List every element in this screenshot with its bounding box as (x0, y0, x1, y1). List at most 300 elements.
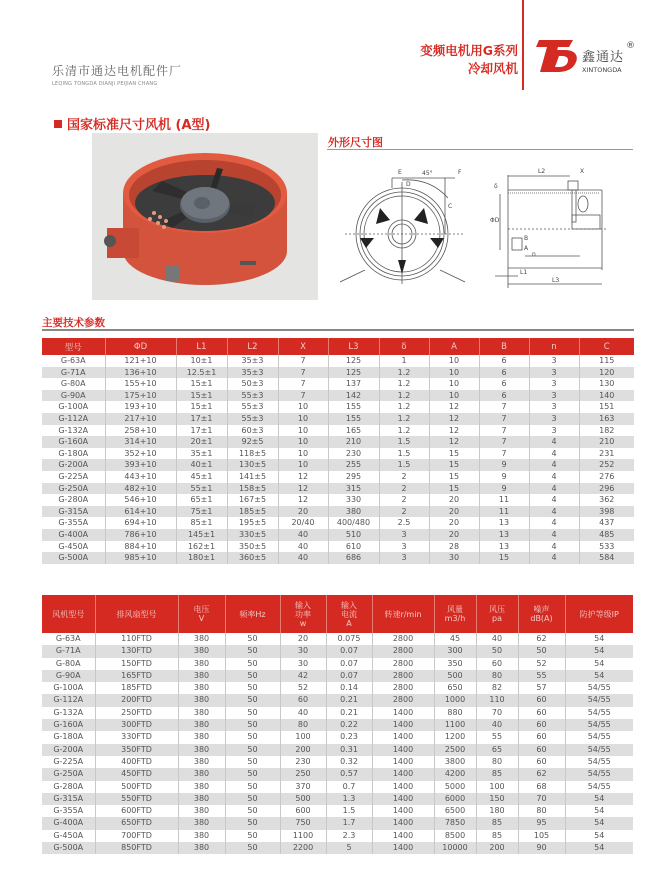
table-cell: 165FTD (95, 670, 178, 682)
table-cell: 182 (599, 425, 615, 435)
table-cell: G-63A (42, 633, 95, 645)
table-cell: 380 (178, 645, 225, 657)
table-cell: 314+10 (105, 436, 176, 448)
table-cell: 28 (429, 541, 479, 553)
table-cell: 1 (379, 355, 429, 367)
table-cell: 12.5±1 (176, 367, 227, 379)
column-header-line: 风量 (447, 605, 463, 614)
table-cell: 2800 (372, 670, 434, 682)
table-cell: 20 (429, 529, 479, 541)
table-cell: 35±3 (227, 355, 278, 367)
table-cell: 443+10 (105, 471, 176, 483)
table-cell: 55 (518, 670, 565, 682)
table-cell: 0.07 (326, 645, 372, 657)
table-cell: 533 (599, 541, 615, 551)
label-e-top: E (398, 169, 402, 176)
table-cell: 2 (379, 506, 429, 518)
table-cell: 482+10 (105, 483, 176, 495)
table-cell: 0.14 (326, 682, 372, 694)
table-cell: 1400 (372, 768, 434, 780)
table-cell: G-80A (42, 658, 95, 670)
table-cell: 2500 (434, 744, 476, 756)
table-cell: G-112A (42, 413, 105, 425)
table-cell: 2800 (372, 694, 434, 706)
params-title: 主要技术参数 (42, 317, 105, 329)
table-cell: 12 (429, 436, 479, 448)
table-cell: 7 (278, 367, 328, 379)
table-cell: 210 (579, 436, 634, 448)
table-cell: G-225A (42, 756, 95, 768)
table-row (42, 658, 633, 670)
table-cell: 50 (225, 781, 280, 793)
table-cell: 2 (379, 494, 429, 506)
table-row (42, 541, 634, 553)
table-cell: 15±1 (176, 390, 227, 402)
table-cell: 130FTD (95, 645, 178, 657)
column-header: B (479, 338, 529, 355)
table-cell: G-250A (42, 768, 95, 780)
table-cell: 54/55 (587, 732, 611, 742)
table-cell: 4 (529, 552, 579, 564)
table-cell: 54/55 (587, 756, 611, 766)
table-cell: 276 (599, 471, 615, 481)
column-header-line: 噪声 (533, 605, 550, 614)
table-cell: 54/55 (565, 768, 633, 780)
params-title-rule (42, 329, 634, 331)
table-cell: 258+10 (105, 425, 176, 437)
table-cell: 60 (518, 719, 565, 731)
table-cell: 3 (529, 413, 579, 425)
table-cell: 12 (429, 413, 479, 425)
table-cell: G-80A (42, 378, 105, 390)
table-cell: 20 (280, 633, 326, 645)
table-cell: 136+10 (105, 367, 176, 379)
table-cell: 380 (178, 830, 225, 842)
table-cell: G-71A (42, 645, 95, 657)
table-cell: G-500A (42, 842, 95, 854)
column-header-line: 功率 (295, 609, 311, 619)
table-cell: 45±1 (176, 471, 227, 483)
performance-table (42, 595, 633, 854)
table-cell: 60 (476, 658, 518, 670)
label-n: n (532, 251, 536, 258)
table-row (42, 367, 634, 379)
table-cell: 80 (476, 756, 518, 768)
table-cell: 80 (518, 805, 565, 817)
table-cell: 158±5 (227, 483, 278, 495)
table-cell: 50 (225, 744, 280, 756)
column-header: ΦD (105, 338, 176, 355)
table-row (42, 842, 633, 854)
brand-name (582, 41, 637, 74)
table-cell: 4 (529, 448, 579, 460)
table-cell: 54 (594, 806, 605, 816)
table-cell: 50 (225, 633, 280, 645)
table-cell: 15 (479, 552, 529, 564)
table-cell: G-355A (42, 517, 105, 529)
column-header (518, 595, 565, 633)
table-cell: G-180A (42, 448, 105, 460)
table-cell: 10 (278, 459, 328, 471)
table-cell: 694+10 (105, 517, 176, 529)
table-cell: 185±5 (227, 506, 278, 518)
table-cell: 52 (280, 682, 326, 694)
table-cell: 1.3 (326, 793, 372, 805)
table-cell: 7 (278, 355, 328, 367)
table-cell: 7 (479, 436, 529, 448)
table-cell: 614+10 (105, 506, 176, 518)
table-cell: 50 (225, 768, 280, 780)
table-row (42, 413, 634, 425)
table-cell: 115 (599, 356, 615, 365)
table-cell: 54 (594, 634, 605, 643)
table-cell: 1.2 (379, 401, 429, 413)
table-cell: G-200A (42, 459, 105, 471)
table-cell: 50 (225, 658, 280, 670)
label-l3: L3 (552, 277, 560, 284)
table-cell: 1.2 (379, 413, 429, 425)
table-cell: 15±1 (176, 378, 227, 390)
table-cell: 7 (479, 448, 529, 460)
company-name (52, 62, 182, 87)
dimensions-table (42, 338, 634, 564)
column-header-line: 输入 (295, 600, 311, 610)
column-header (225, 595, 280, 633)
table-cell: G-450A (42, 830, 95, 842)
table-cell: 62 (518, 633, 565, 645)
table-cell: 380 (178, 805, 225, 817)
table-cell: 3 (529, 401, 579, 413)
table-row (42, 390, 634, 402)
table-cell: 12 (278, 494, 328, 506)
table-cell: 3 (529, 425, 579, 437)
table-cell: 50 (225, 842, 280, 854)
table-cell: 393+10 (105, 459, 176, 471)
table-cell: 20 (429, 494, 479, 506)
label-x: X (580, 168, 585, 175)
table-cell: 155+10 (105, 378, 176, 390)
table-row (42, 830, 633, 842)
table-cell: 145±1 (176, 529, 227, 541)
table-row (42, 529, 634, 541)
table-cell: 10 (278, 436, 328, 448)
table-cell: 9 (479, 459, 529, 471)
table-cell: 330 (328, 494, 379, 506)
table-cell: 9 (479, 483, 529, 495)
table-cell: 50 (225, 731, 280, 743)
table-cell: 230 (280, 756, 326, 768)
table-cell: 155 (328, 401, 379, 413)
column-header (565, 595, 633, 633)
table-cell: 0.075 (326, 633, 372, 645)
table-cell: 7 (479, 425, 529, 437)
table-cell: 4 (529, 483, 579, 495)
table-cell: 20±1 (176, 436, 227, 448)
table-cell: 40±1 (176, 459, 227, 471)
table-cell: 1100 (434, 719, 476, 731)
table-cell: 584 (579, 552, 634, 564)
table-cell: 250FTD (95, 707, 178, 719)
table-cell: 1.2 (379, 367, 429, 379)
table-cell: 55 (476, 731, 518, 743)
table-cell: 55±3 (227, 401, 278, 413)
table-cell: 85±1 (176, 517, 227, 529)
table-cell: 6 (479, 390, 529, 402)
table-cell: 485 (579, 529, 634, 541)
table-cell: 30 (429, 552, 479, 564)
table-cell: 54 (565, 670, 633, 682)
table-cell: 57 (518, 682, 565, 694)
table-cell: 15 (429, 448, 479, 460)
table-cell: 140 (579, 390, 634, 402)
table-cell: 10±1 (176, 355, 227, 367)
column-header-line: 风压 (489, 605, 505, 614)
table-cell: 100 (476, 781, 518, 793)
table-cell: 300 (434, 645, 476, 657)
table-cell: 1400 (372, 719, 434, 731)
table-cell: G-160A (42, 436, 105, 448)
table-cell: G-280A (42, 494, 105, 506)
column-header: 型号 (42, 338, 105, 355)
table-cell: 1100 (280, 830, 326, 842)
table-cell: 45 (434, 633, 476, 645)
table-cell: 15 (429, 483, 479, 495)
series-title-line1: 变频电机用G系列 (420, 43, 518, 58)
table-row (42, 448, 634, 460)
table-cell: 400/480 (328, 517, 379, 529)
table-cell: 2 (379, 483, 429, 495)
table-cell: G-112A (42, 694, 95, 706)
table-cell: 230 (328, 448, 379, 460)
column-header-line: 电压 (193, 605, 210, 614)
series-title (420, 42, 518, 78)
table-cell: 6500 (434, 805, 476, 817)
table-cell: 130±5 (227, 459, 278, 471)
column-header (280, 595, 326, 633)
column-header-line: 频率Hz (239, 609, 266, 619)
column-header: n (529, 338, 579, 355)
column-header (434, 595, 476, 633)
table-cell: 50 (225, 682, 280, 694)
table-cell: 0.23 (326, 731, 372, 743)
table-cell: 380 (178, 793, 225, 805)
table-cell: 510 (328, 529, 379, 541)
column-header-line: A (346, 618, 352, 628)
table-cell: 7 (278, 390, 328, 402)
table-cell: 121+10 (105, 355, 176, 367)
table-cell: 2800 (372, 658, 434, 670)
table-cell: 10 (429, 390, 479, 402)
table-cell: 15±1 (176, 401, 227, 413)
table-cell: 1400 (372, 830, 434, 842)
table-cell: 54 (565, 842, 633, 854)
table-cell: 296 (579, 483, 634, 495)
table-cell: 95 (518, 817, 565, 829)
table-cell: 54/55 (565, 719, 633, 731)
table-row (42, 552, 634, 564)
table-cell: 125 (328, 355, 379, 367)
table-cell: 167±5 (227, 494, 278, 506)
table-cell: 210 (328, 436, 379, 448)
table-cell: 200 (476, 842, 518, 854)
company-name-en: LEQING TONGDA DIANJI PEIJIAN CHANG (52, 81, 158, 87)
table-cell: 2200 (280, 842, 326, 854)
table-cell: 650 (434, 682, 476, 694)
table-row (42, 494, 634, 506)
table-cell: 193+10 (105, 401, 176, 413)
table-cell: 155 (328, 413, 379, 425)
table-cell: 75±1 (176, 506, 227, 518)
table-cell: 118±5 (227, 448, 278, 460)
table-cell: 370 (280, 781, 326, 793)
table-cell: 686 (328, 552, 379, 564)
table-cell: 437 (599, 518, 615, 528)
table-cell: 231 (599, 448, 615, 458)
table-cell: 330±5 (227, 529, 278, 541)
column-header (326, 595, 372, 633)
table-cell: 9 (479, 471, 529, 483)
table-cell: 65±1 (176, 494, 227, 506)
table-cell: 11 (479, 494, 529, 506)
table-cell: 1200 (434, 731, 476, 743)
table-cell: 0.22 (326, 719, 372, 731)
column-header (476, 595, 518, 633)
table-cell: G-90A (42, 670, 95, 682)
table-cell: 54/55 (587, 683, 611, 693)
label-phi-d: ΦD (490, 217, 500, 224)
table-cell: 0.31 (326, 744, 372, 756)
table-cell: 100 (280, 731, 326, 743)
table-cell: 82 (476, 682, 518, 694)
table-cell: 162±1 (176, 541, 227, 553)
column-header-line: V (198, 614, 205, 623)
table-row (42, 645, 633, 657)
table-cell: 350±5 (227, 541, 278, 553)
table-cell: 54 (594, 658, 605, 668)
table-cell: 6000 (434, 793, 476, 805)
table-cell: 2 (379, 471, 429, 483)
square-bullet-icon (54, 120, 62, 128)
table-cell: 12 (278, 471, 328, 483)
table-cell: 11 (479, 506, 529, 518)
table-cell: 350 (434, 658, 476, 670)
table-cell: 50 (225, 707, 280, 719)
table-cell: 70 (518, 793, 565, 805)
table-cell: 60 (518, 707, 565, 719)
dimensions-table-header (42, 338, 634, 355)
table-cell: 110 (476, 694, 518, 706)
table-cell: 3 (379, 529, 429, 541)
label-c: C (448, 203, 453, 210)
table-cell: 12 (429, 401, 479, 413)
table-cell: 50 (225, 793, 280, 805)
table-cell: 40 (476, 633, 518, 645)
table-cell: 50 (225, 756, 280, 768)
table-cell: 50 (225, 694, 280, 706)
column-header-line: dB(A) (530, 614, 553, 623)
table-cell: 40 (476, 719, 518, 731)
table-cell: 360±5 (227, 552, 278, 564)
table-cell: G-355A (42, 805, 95, 817)
table-cell: 70 (476, 707, 518, 719)
table-cell: 600 (280, 805, 326, 817)
table-cell: 150FTD (95, 658, 178, 670)
table-cell: 12 (429, 425, 479, 437)
table-cell: 3 (529, 390, 579, 402)
table-cell: G-100A (42, 401, 105, 413)
label-d: D (406, 181, 411, 188)
table-cell: 40 (278, 552, 328, 564)
table-cell: 3 (529, 355, 579, 367)
table-cell: 35±3 (227, 367, 278, 379)
label-l1: L1 (520, 269, 528, 276)
table-cell: 1.2 (379, 378, 429, 390)
column-header-line: 电流 (341, 609, 357, 619)
table-cell: 4 (529, 529, 579, 541)
table-cell: G-132A (42, 707, 95, 719)
table-cell: 2.3 (326, 830, 372, 842)
column-header: L3 (328, 338, 379, 355)
table-row (42, 719, 633, 731)
table-cell: 252 (579, 459, 634, 471)
table-cell: 35±1 (176, 448, 227, 460)
table-cell: 55±3 (227, 413, 278, 425)
table-cell: G-160A (42, 719, 95, 731)
table-cell: 2800 (372, 645, 434, 657)
table-cell: 13 (479, 541, 529, 553)
column-header: L1 (176, 338, 227, 355)
table-cell: 1.5 (326, 805, 372, 817)
table-cell: 500FTD (95, 781, 178, 793)
table-row (42, 633, 633, 645)
table-cell: 13 (479, 529, 529, 541)
table-cell: 50 (225, 817, 280, 829)
table-cell: 0.21 (326, 694, 372, 706)
table-cell: 12 (278, 483, 328, 495)
table-cell: 62 (518, 768, 565, 780)
table-cell: 0.32 (326, 756, 372, 768)
table-cell: 50 (225, 645, 280, 657)
table-cell: 54 (594, 830, 605, 840)
table-cell: 7850 (434, 817, 476, 829)
table-cell: 5000 (434, 781, 476, 793)
table-cell: 380 (178, 744, 225, 756)
table-cell: 380 (178, 694, 225, 706)
table-cell: 4 (529, 517, 579, 529)
registered-mark: ® (626, 41, 637, 51)
table-cell: 130 (599, 379, 615, 389)
table-cell: 20 (429, 517, 479, 529)
table-cell: 217+10 (105, 413, 176, 425)
table-row (42, 731, 633, 743)
table-cell: 884+10 (105, 541, 176, 553)
table-cell: 2800 (372, 682, 434, 694)
front-view-drawing (340, 160, 470, 290)
table-cell: 786+10 (105, 529, 176, 541)
table-cell: 700FTD (95, 830, 178, 842)
table-cell: 17±1 (176, 413, 227, 425)
label-45deg: 45° (422, 170, 433, 177)
table-row (42, 471, 634, 483)
label-a: A (524, 245, 529, 252)
table-cell: 7 (479, 413, 529, 425)
table-cell: 142 (328, 390, 379, 402)
table-cell: 546+10 (105, 494, 176, 506)
table-cell: G-400A (42, 817, 95, 829)
table-cell: 65 (476, 744, 518, 756)
table-cell: 50 (225, 805, 280, 817)
table-cell: 42 (280, 670, 326, 682)
